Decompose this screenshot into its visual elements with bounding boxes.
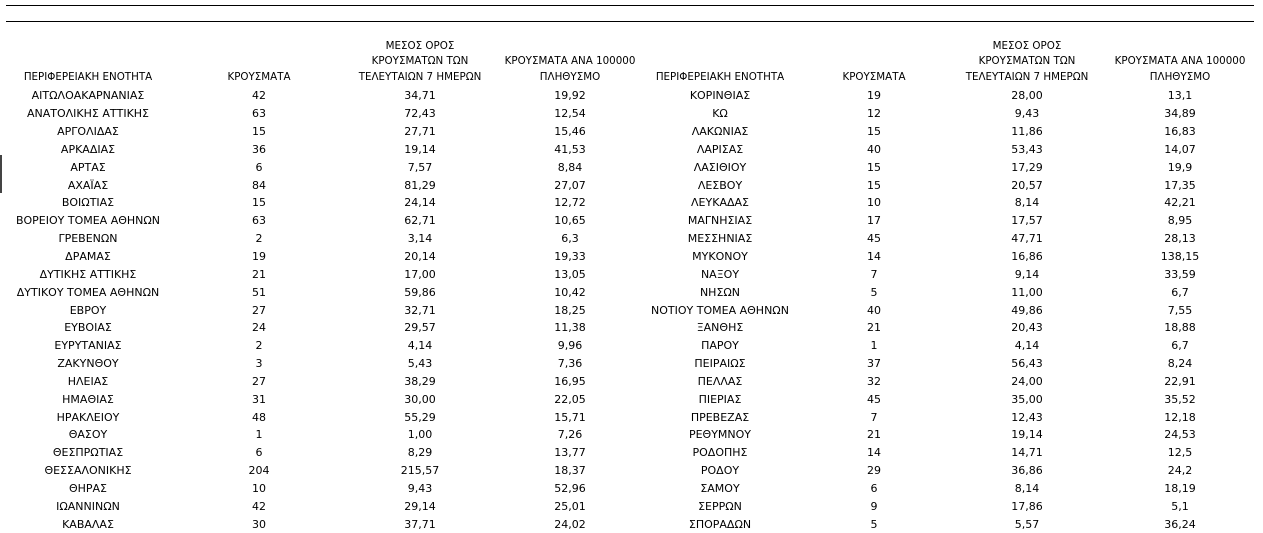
cell-cases: 2 <box>255 232 263 246</box>
cell-region: ΗΡΑΚΛΕΙΟΥ <box>56 410 120 424</box>
table-row <box>646 480 1260 498</box>
cell-avg7: 17,86 <box>1011 499 1043 513</box>
table-row <box>6 265 648 283</box>
cell-cases: 40 <box>867 142 881 156</box>
cell-avg7: 59,86 <box>404 285 436 299</box>
cell-region: ΑΧΑΪΑΣ <box>67 178 109 192</box>
cell-per100k: 13,05 <box>554 267 586 281</box>
cell-avg7: 37,71 <box>404 517 436 531</box>
cell-per100k: 19,9 <box>1167 160 1193 174</box>
cell-cases: 5 <box>870 285 878 299</box>
table-row <box>646 497 1260 515</box>
table-row <box>6 373 648 391</box>
cell-region: ΛΕΥΚΑΔΑΣ <box>691 196 749 210</box>
cell-avg7: 55,29 <box>404 410 436 424</box>
table-row <box>6 123 648 141</box>
cell-avg7: 8,14 <box>1014 481 1040 495</box>
cell-avg7: 81,29 <box>404 178 436 192</box>
cell-avg7: 28,00 <box>1011 89 1043 103</box>
table-row <box>6 87 648 105</box>
cell-avg7: 11,86 <box>1011 125 1043 139</box>
col-header-per100k: ΚΡΟΥΣΜΑΤΑ ΑΝΑ 100000 ΠΛΗΘΥΣΜΟ <box>1114 55 1246 83</box>
cell-per100k: 18,25 <box>554 303 586 317</box>
cell-avg7: 14,71 <box>1011 446 1043 460</box>
cell-region: ΕΥΒΟΙΑΣ <box>64 321 112 335</box>
cell-per100k: 24,02 <box>554 517 586 531</box>
cell-per100k: 33,59 <box>1164 267 1196 281</box>
cell-avg7: 20,57 <box>1011 178 1043 192</box>
table-row <box>646 158 1260 176</box>
cell-region: ΚΩ <box>712 107 728 121</box>
table-row <box>646 408 1260 426</box>
cell-per100k: 10,42 <box>554 285 586 299</box>
cell-avg7: 35,00 <box>1011 392 1043 406</box>
cell-cases: 15 <box>252 125 266 139</box>
table-row <box>646 355 1260 373</box>
cell-avg7: 12,43 <box>1011 410 1043 424</box>
cell-avg7: 215,57 <box>400 464 440 478</box>
cell-region: ΛΑΚΩΝΙΑΣ <box>691 125 749 139</box>
table-row <box>6 212 648 230</box>
cell-avg7: 19,14 <box>404 142 436 156</box>
cell-cases: 84 <box>252 178 266 192</box>
table-row <box>6 141 648 159</box>
cell-region: ΣΠΟΡΑΔΩΝ <box>688 517 752 531</box>
cell-cases: 15 <box>867 178 881 192</box>
cell-cases: 27 <box>252 374 266 388</box>
cell-per100k: 8,24 <box>1167 357 1193 371</box>
table-row <box>6 444 648 462</box>
cell-region: ΡΟΔΟΥ <box>700 464 740 478</box>
cell-avg7: 24,00 <box>1011 374 1043 388</box>
cell-region: ΠΡΕΒΕΖΑΣ <box>690 410 750 424</box>
cell-cases: 21 <box>252 267 266 281</box>
cell-cases: 31 <box>252 392 266 406</box>
cell-per100k: 22,05 <box>554 392 586 406</box>
cell-cases: 40 <box>867 303 881 317</box>
cell-region: ΒΟΡΕΙΟΥ ΤΟΜΕΑ ΑΘΗΝΩΝ <box>15 214 161 228</box>
cell-region: ΘΗΡΑΣ <box>68 481 108 495</box>
cell-cases: 5 <box>870 517 878 531</box>
cell-region: ΜΕΣΣΗΝΙΑΣ <box>687 232 753 246</box>
cell-avg7: 62,71 <box>404 214 436 228</box>
cell-avg7: 30,00 <box>404 392 436 406</box>
cell-per100k: 7,36 <box>557 357 583 371</box>
right-table <box>646 36 1260 530</box>
left-table <box>6 36 646 530</box>
table-row <box>6 426 648 444</box>
table-row <box>646 444 1260 462</box>
cell-cases: 19 <box>867 89 881 103</box>
cell-avg7: 38,29 <box>404 374 436 388</box>
cell-per100k: 25,01 <box>554 499 586 513</box>
cell-region: ΞΑΝΘΗΣ <box>696 321 744 335</box>
cell-per100k: 18,88 <box>1164 321 1196 335</box>
cell-region: ΜΥΚΟΝΟΥ <box>692 250 748 264</box>
table-row <box>646 194 1260 212</box>
cell-avg7: 9,43 <box>407 481 433 495</box>
table-row <box>6 283 648 301</box>
cell-per100k: 13,1 <box>1167 89 1193 103</box>
table-row <box>646 176 1260 194</box>
cell-region: ΠΙΕΡΙΑΣ <box>698 392 742 406</box>
cell-per100k: 18,19 <box>1164 481 1196 495</box>
cell-per100k: 15,71 <box>554 410 586 424</box>
cell-per100k: 34,89 <box>1164 107 1196 121</box>
table-row <box>646 515 1260 533</box>
cell-region: ΑΡΚΑΔΙΑΣ <box>60 142 116 156</box>
cell-per100k: 14,07 <box>1164 142 1196 156</box>
col-header-region: ΠΕΡΙΦΕΡΕΙΑΚΗ ΕΝΟΤΗΤΑ <box>655 70 785 83</box>
cell-per100k: 12,54 <box>554 107 586 121</box>
table-row <box>646 390 1260 408</box>
table-row <box>646 373 1260 391</box>
cell-avg7: 20,43 <box>1011 321 1043 335</box>
cell-avg7: 4,14 <box>1014 339 1040 353</box>
table-row <box>646 462 1260 480</box>
cell-per100k: 9,96 <box>557 339 583 353</box>
cell-cases: 1 <box>255 428 263 442</box>
cell-cases: 19 <box>252 250 266 264</box>
cell-avg7: 24,14 <box>404 196 436 210</box>
cell-avg7: 4,14 <box>407 339 433 353</box>
cell-avg7: 17,00 <box>404 267 436 281</box>
cell-avg7: 53,43 <box>1011 142 1043 156</box>
cell-cases: 45 <box>867 232 881 246</box>
table-row <box>6 497 648 515</box>
cell-cases: 15 <box>867 160 881 174</box>
cell-per100k: 28,13 <box>1164 232 1196 246</box>
cell-per100k: 16,95 <box>554 374 586 388</box>
cell-region: ΠΑΡΟΥ <box>701 339 739 353</box>
cell-cases: 42 <box>252 499 266 513</box>
table-row <box>6 248 648 266</box>
table-row <box>6 462 648 480</box>
cell-region: ΑΝΑΤΟΛΙΚΗΣ ΑΤΤΙΚΗΣ <box>27 107 149 121</box>
col-header-avg7: ΜΕΣΟΣ ΟΡΟΣ ΚΡΟΥΣΜΑΤΩΝ ΤΩΝ ΤΕΛΕΥΤΑΙΩΝ 7 ΗΜΕΡΩΝ <box>358 39 482 83</box>
header-rule <box>6 21 1254 22</box>
table-row <box>646 337 1260 355</box>
cell-per100k: 42,21 <box>1164 196 1196 210</box>
cell-region: ΛΕΣΒΟΥ <box>697 178 743 192</box>
cell-region: ΔΡΑΜΑΣ <box>65 250 111 264</box>
table-row <box>6 230 648 248</box>
cell-cases: 14 <box>867 250 881 264</box>
cell-region: ΡΕΘΥΜΝΟΥ <box>688 428 752 442</box>
cell-cases: 6 <box>255 160 263 174</box>
cell-region: ΘΕΣΣΑΛΟΝΙΚΗΣ <box>44 464 132 478</box>
table-row <box>646 141 1260 159</box>
cell-avg7: 3,14 <box>407 232 433 246</box>
cell-per100k: 15,46 <box>554 125 586 139</box>
table-row <box>6 158 648 176</box>
cell-region: ΘΑΣΟΥ <box>68 428 108 442</box>
cell-avg7: 49,86 <box>1011 303 1043 317</box>
cell-cases: 37 <box>867 357 881 371</box>
cell-avg7: 9,14 <box>1014 267 1040 281</box>
cell-cases: 21 <box>867 428 881 442</box>
table-row <box>6 301 648 319</box>
cell-per100k: 138,15 <box>1160 250 1200 264</box>
col-header-region: ΠΕΡΙΦΕΡΕΙΑΚΗ ΕΝΟΤΗΤΑ <box>23 70 153 83</box>
cell-avg7: 8,14 <box>1014 196 1040 210</box>
table-row <box>646 265 1260 283</box>
cell-cases: 9 <box>870 499 878 513</box>
cell-per100k: 7,55 <box>1167 303 1193 317</box>
table-row <box>646 319 1260 337</box>
cell-cases: 21 <box>867 321 881 335</box>
cell-cases: 42 <box>252 89 266 103</box>
cell-region: ΗΛΕΙΑΣ <box>67 374 109 388</box>
cell-region: ΙΩΑΝΝΙΝΩΝ <box>56 499 120 513</box>
cell-per100k: 24,53 <box>1164 428 1196 442</box>
table-row <box>6 176 648 194</box>
cell-cases: 48 <box>252 410 266 424</box>
cell-per100k: 24,2 <box>1167 464 1193 478</box>
cell-avg7: 56,43 <box>1011 357 1043 371</box>
right-table-body <box>646 87 1260 533</box>
table-row <box>646 230 1260 248</box>
left-table-body <box>6 87 648 533</box>
cell-region: ΑΡΤΑΣ <box>70 160 106 174</box>
cell-cases: 45 <box>867 392 881 406</box>
cell-cases: 3 <box>255 357 263 371</box>
col-header-cases: ΚΡΟΥΣΜΑΤΑ <box>842 70 906 83</box>
cell-per100k: 6,7 <box>1171 339 1189 353</box>
cell-region: ΣΕΡΡΩΝ <box>698 499 742 513</box>
cell-cases: 32 <box>867 374 881 388</box>
table-row <box>646 248 1260 266</box>
left-table-header <box>6 36 648 85</box>
cell-per100k: 7,26 <box>557 428 583 442</box>
cell-cases: 10 <box>252 481 266 495</box>
cell-per100k: 19,92 <box>554 89 586 103</box>
cell-per100k: 22,91 <box>1164 374 1196 388</box>
cell-region: ΚΟΡΙΝΘΙΑΣ <box>689 89 751 103</box>
cell-region: ΓΡΕΒΕΝΩΝ <box>58 232 118 246</box>
cell-per100k: 11,38 <box>554 321 586 335</box>
cell-region: ΝΑΞΟΥ <box>700 267 740 281</box>
cell-region: ΚΑΒΑΛΑΣ <box>62 517 114 531</box>
cell-cases: 27 <box>252 303 266 317</box>
table-row <box>646 301 1260 319</box>
cell-per100k: 5,1 <box>1171 499 1189 513</box>
cell-per100k: 10,65 <box>554 214 586 228</box>
cell-region: ΕΥΡΥΤΑΝΙΑΣ <box>54 339 122 353</box>
cell-cases: 7 <box>870 410 878 424</box>
cell-avg7: 11,00 <box>1011 285 1043 299</box>
table-row <box>6 319 648 337</box>
cell-per100k: 6,7 <box>1171 285 1189 299</box>
col-header-per100k: ΚΡΟΥΣΜΑΤΑ ΑΝΑ 100000 ΠΛΗΘΥΣΜΟ <box>504 55 636 83</box>
table-row <box>6 480 648 498</box>
cell-avg7: 19,14 <box>1011 428 1043 442</box>
cell-cases: 15 <box>867 125 881 139</box>
cell-cases: 63 <box>252 107 266 121</box>
cell-region: ΜΑΓΝΗΣΙΑΣ <box>687 214 753 228</box>
cell-avg7: 36,86 <box>1011 464 1043 478</box>
cell-per100k: 16,83 <box>1164 125 1196 139</box>
col-header-avg7: ΜΕΣΟΣ ΟΡΟΣ ΚΡΟΥΣΜΑΤΩΝ ΤΩΝ ΤΕΛΕΥΤΑΙΩΝ 7 ΗΜΕΡΩΝ <box>965 39 1089 83</box>
col-header-cases: ΚΡΟΥΣΜΑΤΑ <box>227 70 291 83</box>
cell-cases: 6 <box>870 481 878 495</box>
table-row <box>646 283 1260 301</box>
cell-cases: 24 <box>252 321 266 335</box>
cell-avg7: 1,00 <box>407 428 433 442</box>
cell-per100k: 12,72 <box>554 196 586 210</box>
cell-region: ΒΟΙΩΤΙΑΣ <box>61 196 115 210</box>
cell-avg7: 29,14 <box>404 499 436 513</box>
cell-per100k: 41,53 <box>554 142 586 156</box>
cell-per100k: 27,07 <box>554 178 586 192</box>
table-row <box>646 105 1260 123</box>
cell-cases: 30 <box>252 517 266 531</box>
cell-region: ΑΡΓΟΛΙΔΑΣ <box>57 125 119 139</box>
cell-cases: 14 <box>867 446 881 460</box>
table-row <box>646 212 1260 230</box>
cell-region: ΘΕΣΠΡΩΤΙΑΣ <box>52 446 124 460</box>
cell-region: ΝΗΣΩΝ <box>699 285 741 299</box>
cell-per100k: 52,96 <box>554 481 586 495</box>
table-row <box>6 390 648 408</box>
cell-cases: 29 <box>867 464 881 478</box>
cell-avg7: 16,86 <box>1011 250 1043 264</box>
cell-cases: 2 <box>255 339 263 353</box>
cell-cases: 63 <box>252 214 266 228</box>
cell-cases: 36 <box>252 142 266 156</box>
cell-avg7: 17,57 <box>1011 214 1043 228</box>
cell-region: ΡΟΔΟΠΗΣ <box>692 446 748 460</box>
table-row <box>646 87 1260 105</box>
cell-per100k: 8,84 <box>557 160 583 174</box>
cell-region: ΖΑΚΥΝΘΟΥ <box>57 357 119 371</box>
cell-avg7: 5,43 <box>407 357 433 371</box>
cell-per100k: 19,33 <box>554 250 586 264</box>
cell-cases: 17 <box>867 214 881 228</box>
cell-cases: 51 <box>252 285 266 299</box>
cell-cases: 6 <box>255 446 263 460</box>
table-row <box>6 408 648 426</box>
cell-per100k: 8,95 <box>1167 214 1193 228</box>
cell-avg7: 9,43 <box>1014 107 1040 121</box>
cell-avg7: 72,43 <box>404 107 436 121</box>
cell-avg7: 20,14 <box>404 250 436 264</box>
cell-region: ΛΑΣΙΘΙΟΥ <box>693 160 747 174</box>
cell-avg7: 47,71 <box>1011 232 1043 246</box>
cell-avg7: 17,29 <box>1011 160 1043 174</box>
cell-region: ΔΥΤΙΚΗΣ ΑΤΤΙΚΗΣ <box>39 267 137 281</box>
cell-per100k: 12,5 <box>1167 446 1193 460</box>
cell-region: ΝΟΤΙΟΥ ΤΟΜΕΑ ΑΘΗΝΩΝ <box>651 303 789 317</box>
cell-region: ΗΜΑΘΙΑΣ <box>62 392 114 406</box>
cell-per100k: 12,18 <box>1164 410 1196 424</box>
cell-region: ΔΥΤΙΚΟΥ ΤΟΜΕΑ ΑΘΗΝΩΝ <box>16 285 160 299</box>
cell-region: ΣΑΜΟΥ <box>700 481 740 495</box>
cell-per100k: 13,77 <box>554 446 586 460</box>
table-row <box>6 515 648 533</box>
table-row <box>6 337 648 355</box>
table-row <box>6 355 648 373</box>
table-row <box>6 194 648 212</box>
cell-region: ΠΕΛΛΑΣ <box>697 374 743 388</box>
cell-per100k: 17,35 <box>1164 178 1196 192</box>
table-row <box>646 426 1260 444</box>
cell-region: ΕΒΡΟΥ <box>69 303 107 317</box>
cell-avg7: 8,29 <box>407 446 433 460</box>
table-row <box>6 105 648 123</box>
cell-region: ΑΙΤΩΛΟΑΚΑΡΝΑΝΙΑΣ <box>31 89 145 103</box>
cell-region: ΠΕΙΡΑΙΩΣ <box>694 357 746 371</box>
cell-region: ΛΑΡΙΣΑΣ <box>696 142 744 156</box>
left-edge-mark <box>0 155 2 193</box>
cell-avg7: 27,71 <box>404 125 436 139</box>
top-rule <box>6 5 1254 6</box>
cell-per100k: 35,52 <box>1164 392 1196 406</box>
cell-avg7: 32,71 <box>404 303 436 317</box>
cell-per100k: 36,24 <box>1164 517 1196 531</box>
cell-avg7: 29,57 <box>404 321 436 335</box>
cell-avg7: 34,71 <box>404 89 436 103</box>
cell-cases: 15 <box>252 196 266 210</box>
cell-cases: 10 <box>867 196 881 210</box>
cell-cases: 1 <box>870 339 878 353</box>
cell-per100k: 6,3 <box>561 232 579 246</box>
right-table-header <box>646 36 1260 85</box>
cell-per100k: 18,37 <box>554 464 586 478</box>
cell-cases: 12 <box>867 107 881 121</box>
cell-cases: 204 <box>248 464 270 478</box>
cell-cases: 7 <box>870 267 878 281</box>
cell-avg7: 5,57 <box>1014 517 1040 531</box>
table-row <box>646 123 1260 141</box>
cell-avg7: 7,57 <box>407 160 433 174</box>
